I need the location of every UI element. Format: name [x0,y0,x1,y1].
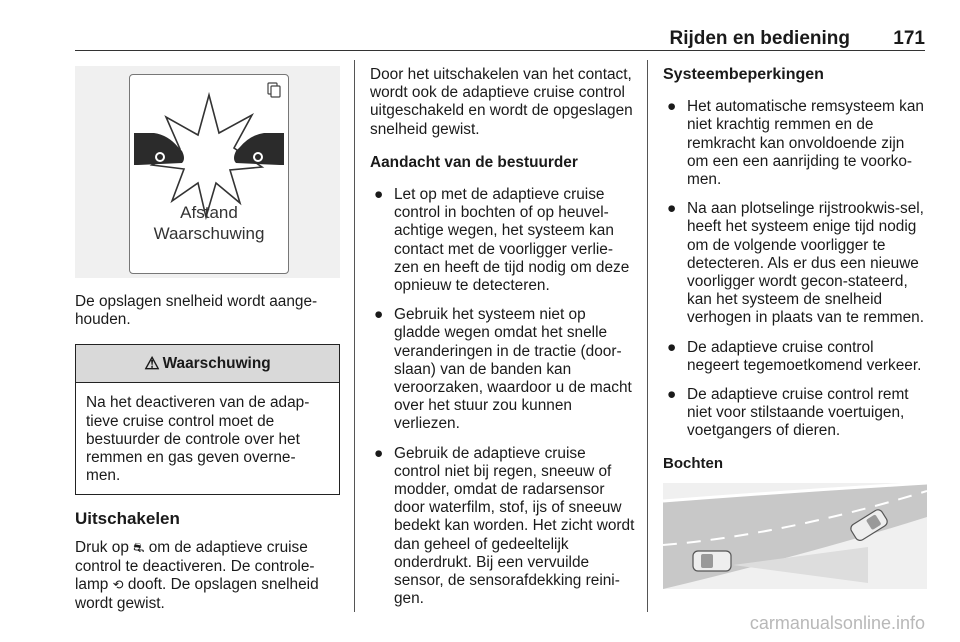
list-item [663,200,927,327]
watermark: carmanualsonline.info [749,613,925,633]
uitschakelen-paragraph [75,539,340,614]
bullet-icon: ● [667,386,677,404]
page-number: 171 [893,28,925,49]
list-item-text: Na aan plotselinge rijstrookwis-sel, heeft het systeem enige tijd nodig om de volgende voorligger te detecteren. Als er dus een nieuwe voorligger wordt gecon-stateerd, kan het systeem de snelheid verhogen in plaats van te remmen. [687,200,924,327]
para-text: dooft. De opslagen snelheid wordt gewist. [75,576,319,613]
cruise-control-icon: ⛐ [133,540,145,556]
curve-figure [663,483,927,589]
bullet-icon: ● [374,186,384,204]
column-1 [75,66,340,613]
list-item-text: Het automatische remsysteem kan niet krachtig remmen en de remkracht kan onvoldoende zijn om een een aanrijding te voorko-men. [687,98,924,189]
bullet-icon: ● [374,444,384,462]
column-divider [647,60,648,612]
para-text: om de adaptieve cruise control te deactiveren. De controle-lamp [75,538,315,594]
section-heading-uitschakelen: Uitschakelen [75,509,180,529]
list-item [370,445,635,609]
list-item-text: De adaptieve cruise control negeert tegemoetkomend verkeer. [687,338,922,374]
section-heading-aandacht: Aandacht van de bestuurder [370,153,578,171]
warning-title: Waarschuwing [162,354,271,372]
list-item [370,186,635,295]
intro-paragraph: Door het uitschakelen van het contact, wordt ook de adaptieve cruise control uitgeschakeld en wordt de opgeslagen snelheid gewist. [370,66,633,138]
list-item-text: Gebruik de adaptieve cruise control niet bij regen, sneeuw of modder, omdat de radarsensor door waterfilm, stof, ijs of sneeuw bedekt kan worden. Het zicht wordt dan geheel of gedeeltelijk onderdrukt. Bij een vervuilde sensor, de sensorafdekking reini-gen. [394,444,635,608]
page-corner-icon [268,83,280,97]
bullet-icon: ● [667,338,677,356]
list-item [663,339,927,375]
warning-icon: ⚠ [144,353,160,373]
warning-box [75,344,340,495]
bullet-icon: ● [374,306,384,324]
list-item-text: Gebruik het systeem niet op gladde wegen omdat het snelle veranderingen in de tractie (door-slaan) van de banden kan veroorzaken, waardoor u de macht over het stuur zou kunnen verliezen. [394,306,632,433]
list-item [370,306,635,433]
figure-label-line1: Afstand [180,203,238,222]
list-item [663,386,927,441]
rear-car [693,551,731,571]
beperkingen-list [663,98,927,440]
control-lamp-icon: ⟲ [112,578,124,594]
list-item-text: De adaptieve cruise control remt niet voor stilstaande voertuigen, voetgangers of dieren. [687,386,909,440]
list-item-text: Let op met de adaptieve cruise control in bochten of op heuvel-achtige wegen, het systeem kan contact met de voorligger verlie-zen en heeft de tijd nodig om deze opnieuw te detecteren. [394,186,630,295]
list-item [663,98,927,189]
page-header [75,24,925,50]
figure-caption: De opslagen snelheid wordt aange-houden. [75,293,318,329]
column-divider [354,60,355,612]
bullet-icon: ● [667,200,677,218]
curve-road-graphic [663,483,927,589]
column-2 [370,66,635,619]
display-panel [129,74,289,274]
header-rule [75,50,925,51]
subheading-bochten: Bochten [663,454,723,472]
warning-text: Na het deactiveren van de adap-tieve cruise control moet de bestuurder de controle over het remmen en gas geven overne-men. [86,394,310,485]
warning-header [76,345,339,383]
aandacht-list [370,186,635,608]
column-3 [663,66,927,589]
figure-label-line2: Waarschuwing [153,224,265,243]
header-title: Rijden en bediening [669,28,850,49]
para-text: Druk op [75,538,129,556]
section-heading-systeembeperkingen: Systeembeperkingen [663,66,824,83]
distance-warning-figure [75,66,340,278]
bullet-icon: ● [667,98,677,116]
